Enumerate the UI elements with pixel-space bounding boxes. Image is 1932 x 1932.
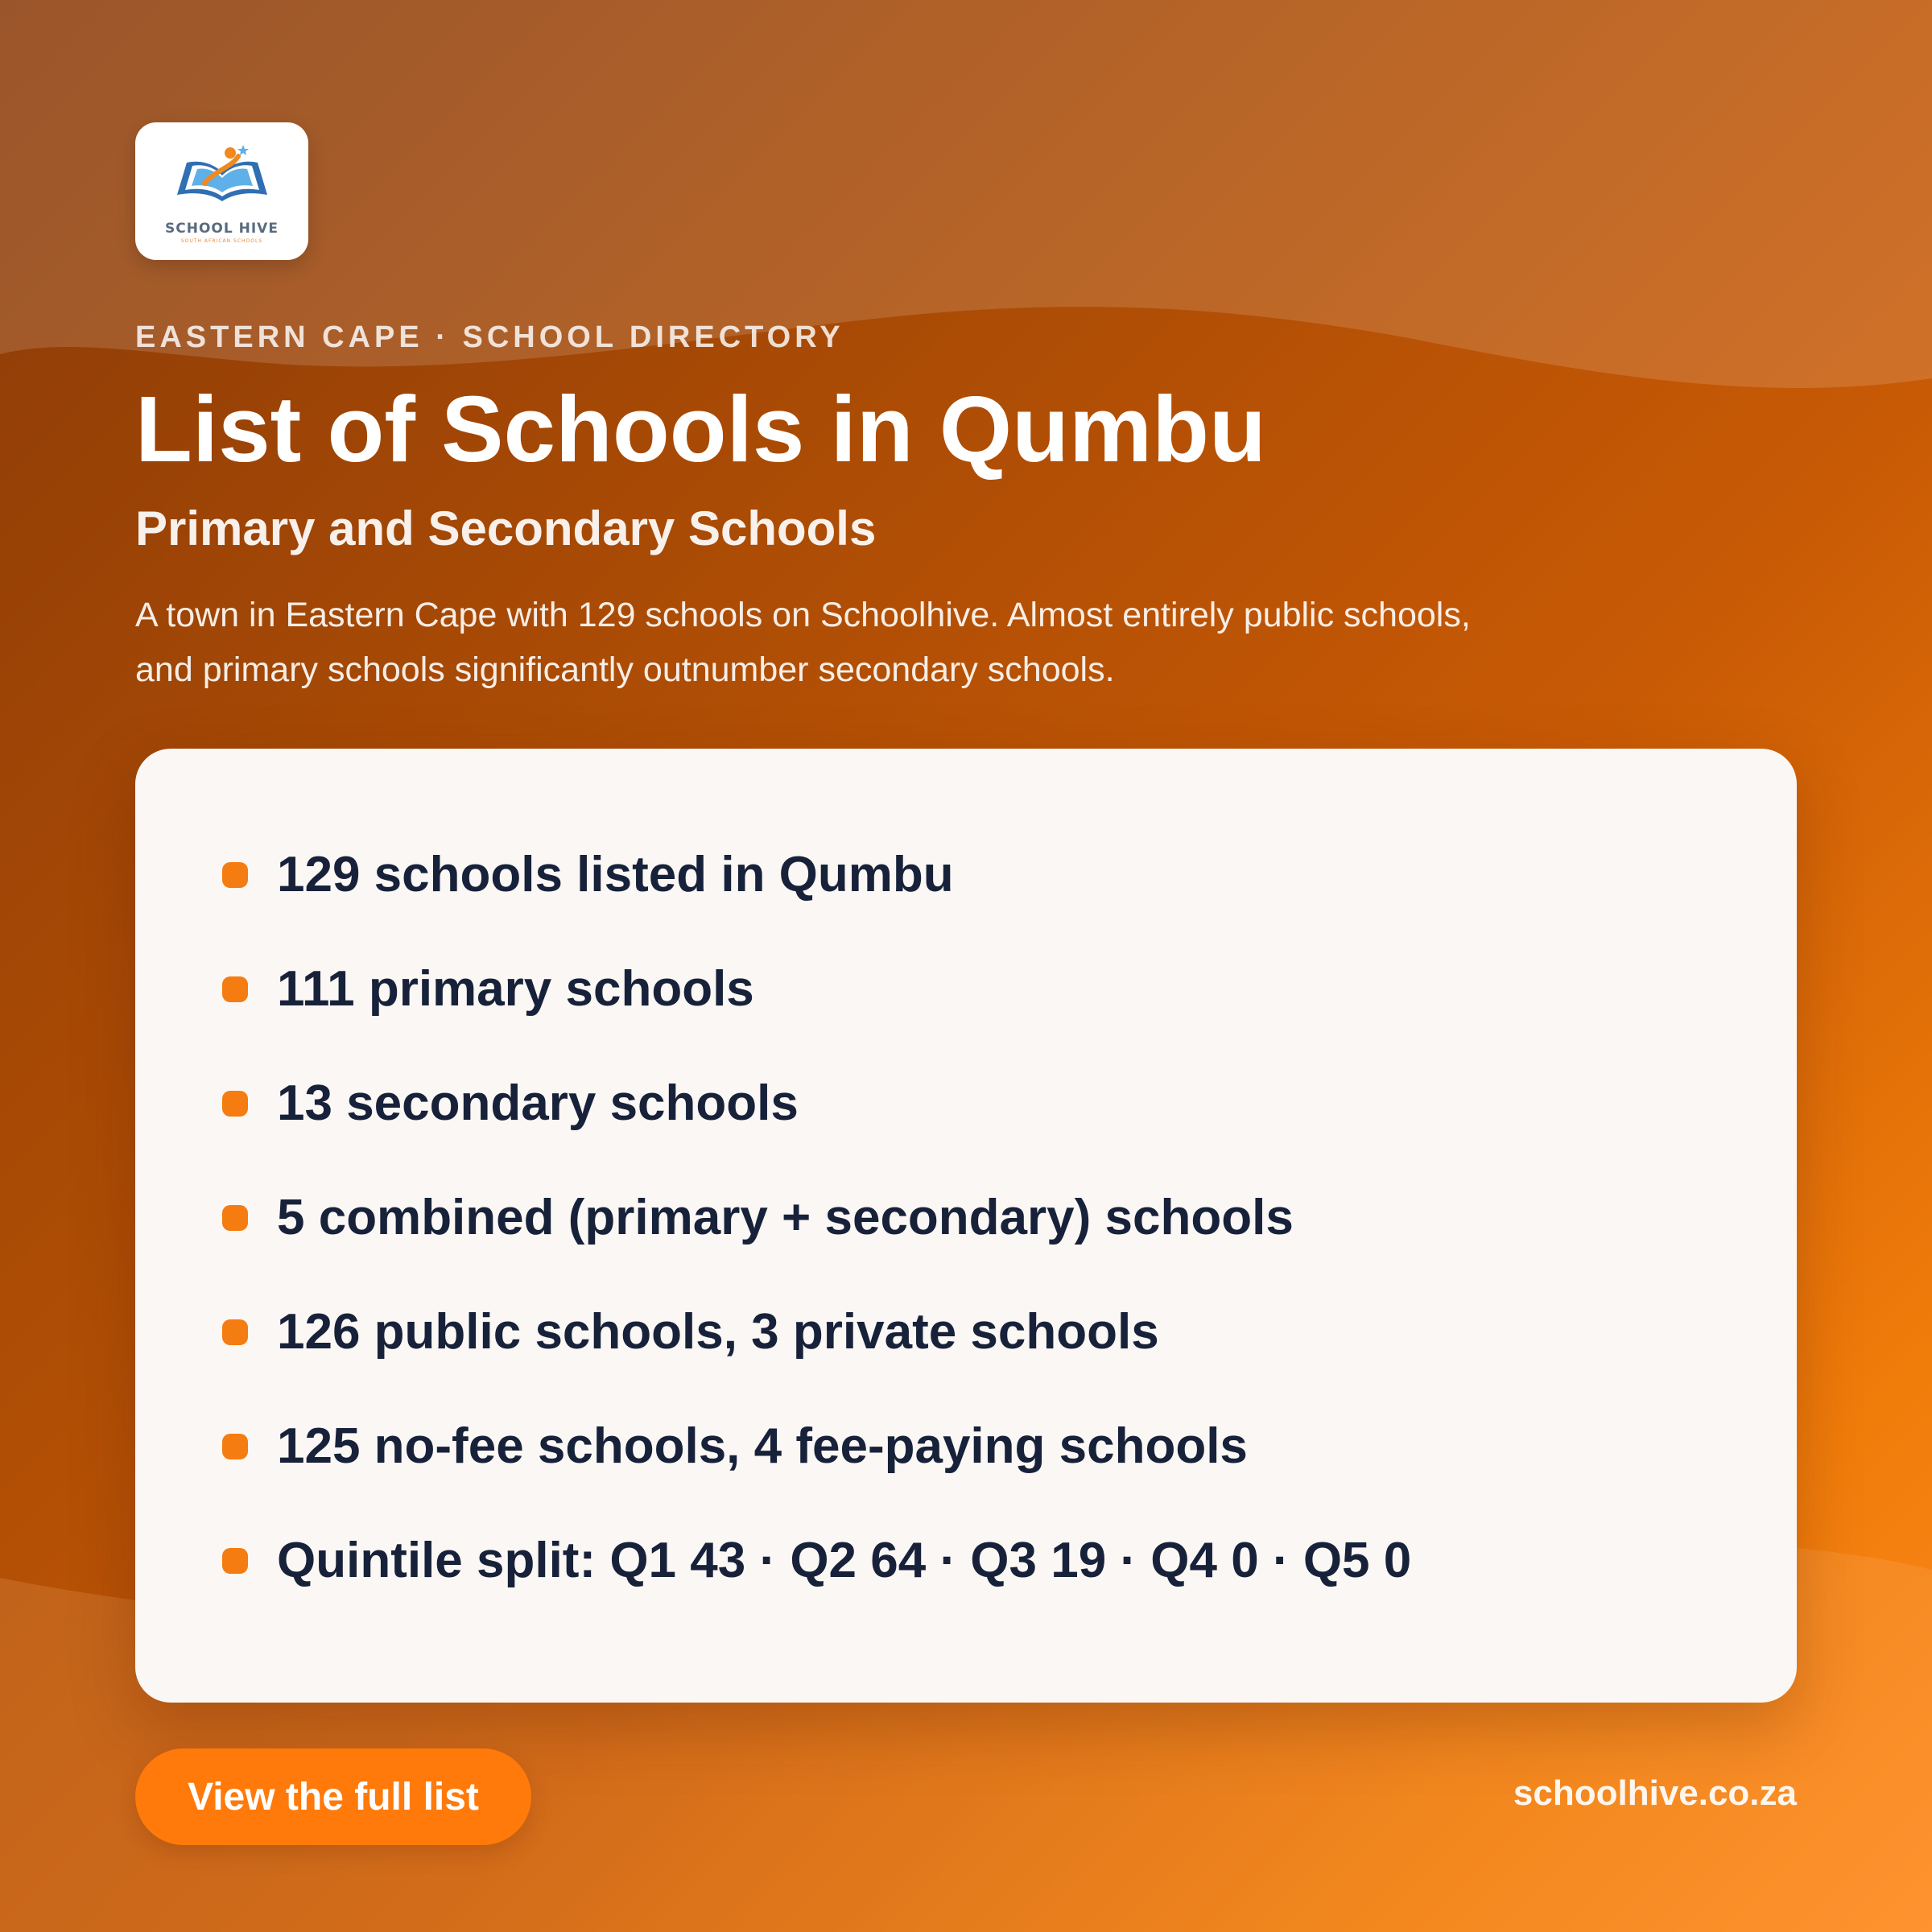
view-full-list-button[interactable]: View the full list (135, 1748, 531, 1845)
page-title: List of Schools in Qumbu (135, 377, 1266, 481)
fact-text: 129 schools listed in Qumbu (277, 847, 954, 902)
school-hive-logo (135, 122, 308, 260)
list-item (222, 1531, 1411, 1645)
list-item (222, 1417, 1411, 1531)
facts-card (135, 749, 1797, 1703)
fact-text: 126 public schools, 3 private schools (277, 1304, 1159, 1360)
fact-text: 111 primary schools (277, 961, 754, 1017)
bullet-icon (222, 1434, 248, 1459)
list-item (222, 1302, 1411, 1417)
bullet-icon (222, 1205, 248, 1231)
fact-text: 13 secondary schools (277, 1075, 799, 1131)
list-item (222, 1074, 1411, 1188)
bullet-icon (222, 1091, 248, 1117)
site-url: schoolhive.co.za (1513, 1773, 1797, 1813)
fact-text: Quintile split: Q1 43 · Q2 64 · Q3 19 · Q4 0 · Q5 0 (277, 1533, 1412, 1588)
facts-list (222, 845, 1411, 1645)
bullet-icon (222, 1319, 248, 1345)
fact-text: 5 combined (primary + secondary) schools (277, 1190, 1294, 1245)
list-item (222, 960, 1411, 1074)
list-item (222, 1188, 1411, 1302)
eyebrow-label: EASTERN CAPE · SCHOOL DIRECTORY (135, 320, 844, 354)
bullet-icon (222, 862, 248, 888)
list-item (222, 845, 1411, 960)
page-content (135, 0, 1797, 1932)
bullet-icon (222, 1548, 248, 1574)
page-subtitle: Primary and Secondary Schools (135, 502, 877, 555)
open-book-icon (166, 138, 279, 219)
logo-tagline: SOUTH AFRICAN SCHOOLS (180, 238, 263, 244)
logo-wordmark: SCHOOL HIVE (165, 221, 279, 237)
bullet-icon (222, 976, 248, 1002)
page-description: A town in Eastern Cape with 129 schools on Schoolhive. Almost entirely public schools, and primary schools significantly outnumber secondary schools. (135, 596, 1471, 689)
fact-text: 125 no-fee schools, 4 fee-paying schools (277, 1418, 1248, 1474)
